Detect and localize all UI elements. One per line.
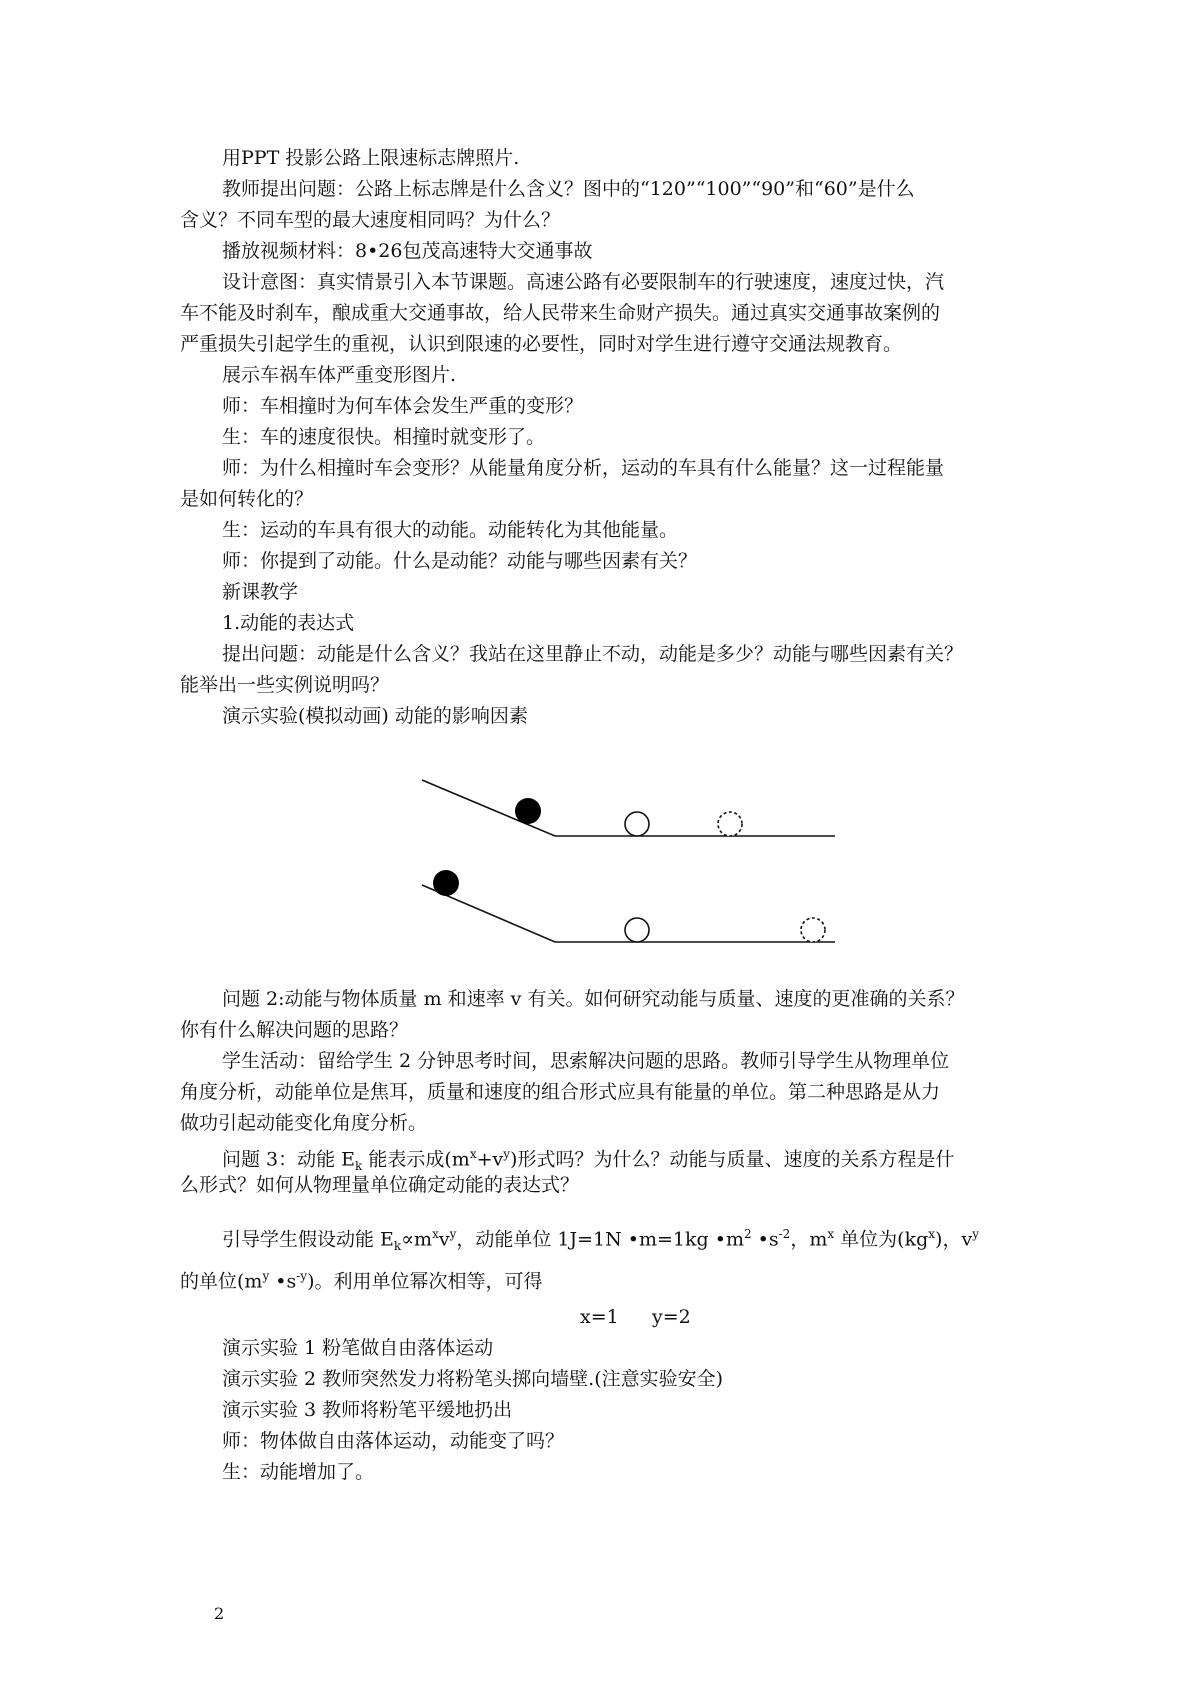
paragraph: 学生活动：留给学生 2 分钟思考时间，思索解决问题的思路。教师引导学生从物理单位 (222, 1050, 950, 1072)
paragraph: 用PPT 投影公路上限速标志牌照片. (222, 147, 520, 169)
paragraph: 演示实验 2 教师突然发力将粉笔头掷向墙壁.(注意实验安全) (222, 1368, 724, 1390)
paragraph: 严重损失引起学生的重视，认识到限速的必要性，同时对学生进行遵守交通法规教育。 (180, 333, 903, 355)
paragraph: 师：车相撞时为何车体会发生严重的变形？ (222, 395, 584, 417)
result-x: x=1 (580, 1306, 619, 1328)
paragraph: 生：车的速度很快。相撞时就变形了。 (222, 426, 546, 448)
derivation-line-1: 引导学生假设动能 $E_k\propto m^xv^y$，动能单位 1J=1N •m=1kg $•m^2$ $•s^{-2}$，$m^x$ 单位为$(kg^x)$，$v^y$ (222, 1227, 979, 1254)
paragraph: 师：你提到了动能。什么是动能？动能与哪些因素有关？ (222, 550, 698, 572)
paragraph: 含义？不同车型的最大速度相同吗？为什么？ (180, 209, 561, 231)
kinetic-energy-ramp-diagram (410, 768, 850, 958)
page-number: 2 (214, 1604, 225, 1623)
paragraph: 提出问题：动能是什么含义？我站在这里静止不动，动能是多少？动能与哪些因素有关？ (222, 643, 964, 665)
result-y: y=2 (652, 1306, 691, 1328)
paragraph: 师：为什么相撞时车会变形？从能量角度分析，运动的车具有什么能量？这一过程能量 (222, 457, 945, 479)
upper-target-final-position (718, 812, 742, 836)
figure-caption: 演示实验(模拟动画) 动能的影响因素 (222, 705, 528, 727)
paragraph: 车不能及时刹车，酿成重大交通事故，给人民带来生命财产损失。通过真实交通事故案例的 (180, 302, 941, 324)
paragraph: 师：物体做自由落体运动，动能变了吗？ (222, 1430, 565, 1452)
paragraph: 是如何转化的？ (180, 488, 314, 510)
question-3-line-2: 么形式？如何从物理量单位确定动能的表达式？ (180, 1174, 580, 1196)
paragraph: 演示实验 3 教师将粉笔平缓地扔出 (222, 1399, 513, 1421)
paragraph: 播放视频材料：8•26包茂高速特大交通事故 (222, 240, 593, 262)
lower-target-ball (625, 918, 649, 942)
paragraph: 生：运动的车具有很大的动能。动能转化为其他能量。 (222, 519, 679, 541)
upper-ramp-setup (422, 780, 835, 836)
derivation-line-2: 的单位($m^y$ $•s^{-y}$)。利用单位幂次相等，可得 (180, 1269, 543, 1293)
paragraph: 教师提出问题：公路上标志牌是什么含义？图中的“120”“100”“90”和“60”是什么 (222, 178, 915, 200)
paragraph: 问题 2:动能与物体质量 m 和速率 v 有关。如何研究动能与质量、速度的更准确的关系？ (222, 988, 965, 1010)
paragraph: 能举出一些实例说明吗？ (180, 674, 390, 696)
lower-rolling-ball (433, 870, 459, 896)
upper-target-ball (625, 812, 649, 836)
paragraph: 演示实验 1 粉笔做自由落体运动 (222, 1337, 494, 1359)
section-heading: 新课教学 (222, 581, 299, 603)
subsection-heading: 1.动能的表达式 (222, 612, 355, 634)
upper-rolling-ball (515, 798, 541, 824)
paragraph: 你有什么解决问题的思路？ (180, 1019, 409, 1041)
paragraph: 做功引起动能变化角度分析。 (180, 1112, 428, 1134)
paragraph: 设计意图：真实情景引入本节课题。高速公路有必要限制车的行驶速度，速度过快，汽 (222, 271, 945, 293)
paragraph: 角度分析，动能单位是焦耳，质量和速度的组合形式应具有能量的单位。第二种思路是从力 (180, 1081, 941, 1103)
question-3-line-1: 问题 3：动能 $E_k$ 能表示成$(m^x+v^y)$形式吗？为什么？动能与质量、速度的关系方程是什 (222, 1147, 955, 1174)
paragraph: 展示车祸车体严重变形图片. (222, 364, 457, 386)
lower-ramp-setup (422, 870, 835, 942)
paragraph: 生：动能增加了。 (222, 1461, 375, 1483)
lower-target-final-position (801, 918, 825, 942)
